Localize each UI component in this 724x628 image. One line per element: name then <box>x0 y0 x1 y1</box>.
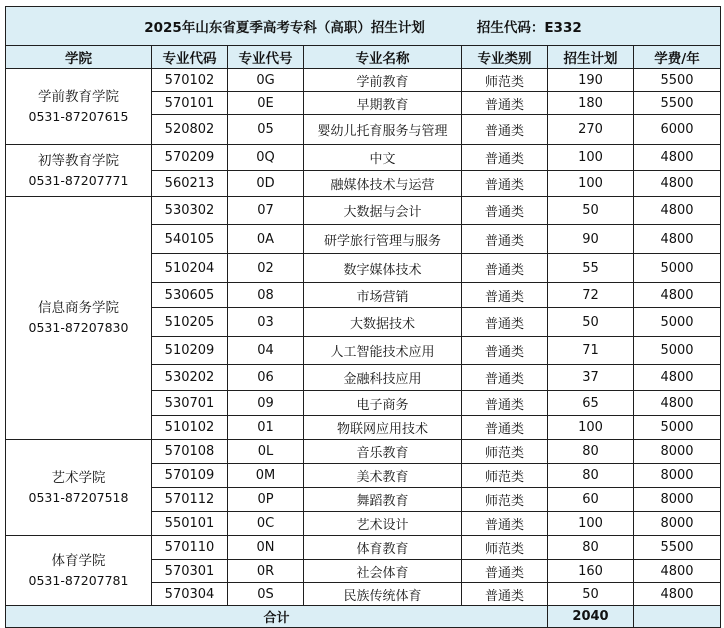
table-row <box>6 440 721 464</box>
college-name: 体育学院 <box>51 552 106 569</box>
major-code: 510209 <box>152 337 228 365</box>
table-row <box>6 69 721 92</box>
major-plan: 80 <box>548 536 634 560</box>
major-type: 普通类 <box>462 225 548 254</box>
major-code: 570209 <box>152 145 228 171</box>
major-fee: 5500 <box>634 69 721 92</box>
major-number: 0S <box>228 583 304 606</box>
major-type: 普通类 <box>462 115 548 145</box>
major-code: 530302 <box>152 197 228 225</box>
header-major-type: 专业类别 <box>462 46 548 69</box>
enrollment-plan-table <box>5 6 721 628</box>
college-name: 初等教育学院 <box>38 152 119 169</box>
major-number: 0E <box>228 92 304 115</box>
major-type: 普通类 <box>462 583 548 606</box>
college-cell <box>6 145 152 197</box>
major-number: 0A <box>228 225 304 254</box>
major-number: 0R <box>228 560 304 583</box>
major-fee: 4800 <box>634 391 721 416</box>
header-row <box>6 46 721 69</box>
major-code: 560213 <box>152 171 228 197</box>
major-code: 530202 <box>152 365 228 391</box>
major-number: 0D <box>228 171 304 197</box>
major-type: 普通类 <box>462 92 548 115</box>
major-name: 研学旅行管理与服务 <box>304 225 462 254</box>
total-row <box>6 606 721 628</box>
major-name: 人工智能技术应用 <box>304 337 462 365</box>
college-cell <box>6 69 152 145</box>
major-type: 师范类 <box>462 536 548 560</box>
college-cell <box>6 536 152 606</box>
table-row <box>6 197 721 225</box>
major-name: 民族传统体育 <box>304 583 462 606</box>
major-name: 金融科技应用 <box>304 365 462 391</box>
header-major-code: 专业代码 <box>152 46 228 69</box>
major-name: 物联网应用技术 <box>304 416 462 440</box>
major-type: 师范类 <box>462 69 548 92</box>
college-phone: 0531-87207781 <box>28 572 129 588</box>
college-phone: 0531-87207771 <box>28 172 129 188</box>
college-name: 学前教育学院 <box>38 88 119 105</box>
major-plan: 180 <box>548 92 634 115</box>
major-plan: 65 <box>548 391 634 416</box>
major-code: 510204 <box>152 254 228 283</box>
header-major-number: 专业代号 <box>228 46 304 69</box>
major-number: 05 <box>228 115 304 145</box>
table-title <box>6 7 721 46</box>
major-name: 体育教育 <box>304 536 462 560</box>
header-college: 学院 <box>6 46 152 69</box>
major-fee: 4800 <box>634 225 721 254</box>
major-name: 大数据与会计 <box>304 197 462 225</box>
major-name: 婴幼儿托育服务与管理 <box>304 115 462 145</box>
major-name: 美术教育 <box>304 464 462 488</box>
major-code: 570110 <box>152 536 228 560</box>
major-name: 社会体育 <box>304 560 462 583</box>
college-phone: 0531-87207518 <box>28 489 129 505</box>
major-code: 570304 <box>152 583 228 606</box>
major-number: 0P <box>228 488 304 512</box>
major-fee: 4800 <box>634 171 721 197</box>
major-type: 普通类 <box>462 560 548 583</box>
college-cell <box>6 197 152 440</box>
major-plan: 60 <box>548 488 634 512</box>
major-code: 570301 <box>152 560 228 583</box>
major-code: 510102 <box>152 416 228 440</box>
major-plan: 50 <box>548 308 634 337</box>
major-fee: 4800 <box>634 197 721 225</box>
major-plan: 72 <box>548 283 634 308</box>
major-code: 570108 <box>152 440 228 464</box>
major-plan: 50 <box>548 197 634 225</box>
major-name: 艺术设计 <box>304 512 462 536</box>
major-name: 音乐教育 <box>304 440 462 464</box>
major-name: 学前教育 <box>304 69 462 92</box>
major-fee: 8000 <box>634 464 721 488</box>
total-label: 合计 <box>6 606 548 628</box>
major-code: 570112 <box>152 488 228 512</box>
major-type: 普通类 <box>462 337 548 365</box>
major-number: 01 <box>228 416 304 440</box>
major-number: 0G <box>228 69 304 92</box>
major-fee: 4800 <box>634 583 721 606</box>
header-major-name: 专业名称 <box>304 46 462 69</box>
major-plan: 100 <box>548 416 634 440</box>
major-plan: 100 <box>548 171 634 197</box>
major-code: 510205 <box>152 308 228 337</box>
title-row <box>6 7 721 46</box>
major-fee: 4800 <box>634 560 721 583</box>
major-fee: 5500 <box>634 92 721 115</box>
major-number: 0L <box>228 440 304 464</box>
college-cell <box>6 440 152 536</box>
college-name: 信息商务学院 <box>38 300 119 316</box>
major-code: 520802 <box>152 115 228 145</box>
major-number: 06 <box>228 365 304 391</box>
major-type: 普通类 <box>462 391 548 416</box>
major-name: 舞蹈教育 <box>304 488 462 512</box>
major-plan: 190 <box>548 69 634 92</box>
major-fee: 4800 <box>634 283 721 308</box>
major-name: 融媒体技术与运营 <box>304 171 462 197</box>
major-code: 550101 <box>152 512 228 536</box>
major-fee: 5000 <box>634 416 721 440</box>
major-type: 师范类 <box>462 464 548 488</box>
major-type: 师范类 <box>462 440 548 464</box>
major-code: 530701 <box>152 391 228 416</box>
major-name: 大数据技术 <box>304 308 462 337</box>
total-fee-empty <box>634 606 721 628</box>
major-code: 570101 <box>152 92 228 115</box>
major-name: 中文 <box>304 145 462 171</box>
major-plan: 80 <box>548 440 634 464</box>
major-number: 09 <box>228 391 304 416</box>
major-plan: 55 <box>548 254 634 283</box>
major-number: 0Q <box>228 145 304 171</box>
total-value: 2040 <box>548 606 634 628</box>
major-type: 普通类 <box>462 171 548 197</box>
major-fee: 5000 <box>634 308 721 337</box>
major-code: 530605 <box>152 283 228 308</box>
major-plan: 90 <box>548 225 634 254</box>
major-number: 08 <box>228 283 304 308</box>
header-plan: 招生计划 <box>548 46 634 69</box>
major-name: 数字媒体技术 <box>304 254 462 283</box>
major-plan: 100 <box>548 145 634 171</box>
header-fee: 学费/年 <box>634 46 721 69</box>
major-fee: 6000 <box>634 115 721 145</box>
major-name: 电子商务 <box>304 391 462 416</box>
major-type: 普通类 <box>462 145 548 171</box>
major-number: 0N <box>228 536 304 560</box>
major-fee: 5000 <box>634 337 721 365</box>
major-plan: 37 <box>548 365 634 391</box>
enrollment-code: 招生代码：E332 <box>476 20 582 36</box>
major-fee: 4800 <box>634 145 721 171</box>
major-fee: 8000 <box>634 440 721 464</box>
major-number: 07 <box>228 197 304 225</box>
major-fee: 4800 <box>634 365 721 391</box>
major-name: 市场营销 <box>304 283 462 308</box>
major-type: 普通类 <box>462 512 548 536</box>
major-fee: 8000 <box>634 512 721 536</box>
college-phone: 0531-87207830 <box>28 320 129 335</box>
title-main: 2025年山东省夏季高考专科（高职）招生计划 <box>144 20 425 36</box>
major-plan: 50 <box>548 583 634 606</box>
major-number: 0M <box>228 464 304 488</box>
major-type: 普通类 <box>462 308 548 337</box>
major-plan: 270 <box>548 115 634 145</box>
major-number: 04 <box>228 337 304 365</box>
major-plan: 71 <box>548 337 634 365</box>
major-code: 570109 <box>152 464 228 488</box>
major-fee: 5000 <box>634 254 721 283</box>
major-number: 03 <box>228 308 304 337</box>
major-number: 02 <box>228 254 304 283</box>
major-plan: 100 <box>548 512 634 536</box>
major-type: 普通类 <box>462 254 548 283</box>
table-row <box>6 145 721 171</box>
college-name: 艺术学院 <box>51 469 106 486</box>
table-row <box>6 536 721 560</box>
major-type: 普通类 <box>462 416 548 440</box>
major-fee: 8000 <box>634 488 721 512</box>
major-type: 师范类 <box>462 488 548 512</box>
major-plan: 80 <box>548 464 634 488</box>
major-number: 0C <box>228 512 304 536</box>
major-type: 普通类 <box>462 283 548 308</box>
major-code: 570102 <box>152 69 228 92</box>
college-phone: 0531-87207615 <box>28 108 129 124</box>
major-type: 普通类 <box>462 197 548 225</box>
major-plan: 160 <box>548 560 634 583</box>
major-fee: 5500 <box>634 536 721 560</box>
major-type: 普通类 <box>462 365 548 391</box>
major-name: 早期教育 <box>304 92 462 115</box>
major-code: 540105 <box>152 225 228 254</box>
